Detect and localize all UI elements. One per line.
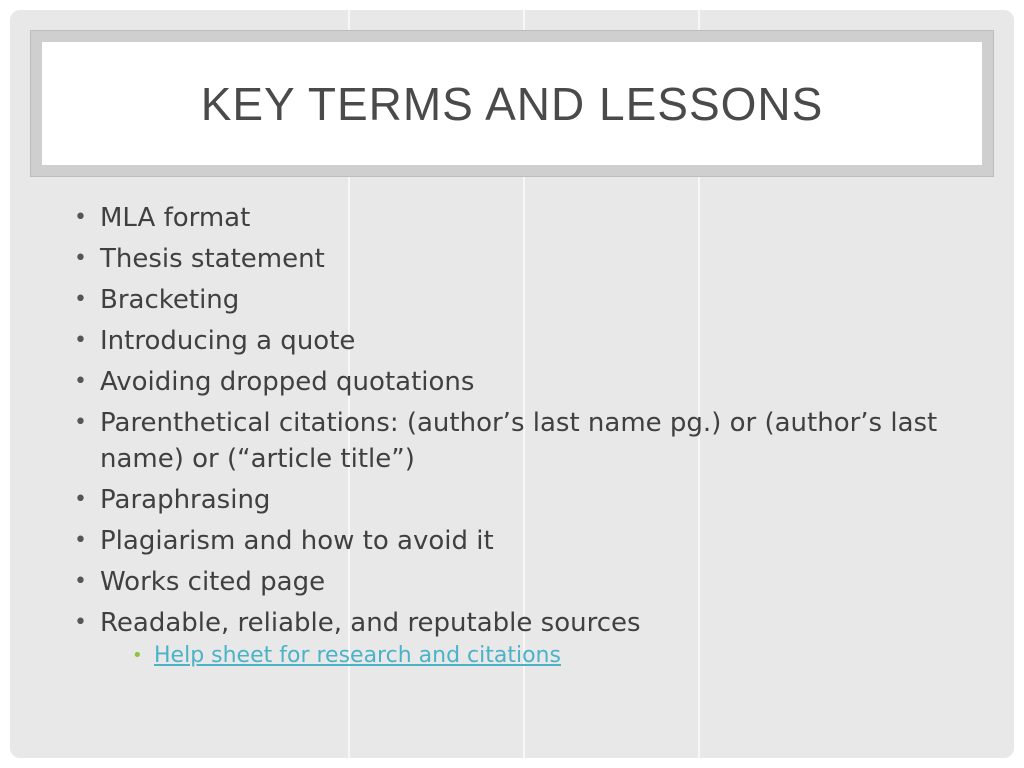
bullet-item [72, 605, 952, 671]
bullet-item [72, 523, 952, 559]
bullet-icon: • [74, 287, 87, 312]
bullet-item [72, 564, 952, 600]
bullet-item [72, 200, 952, 236]
bullet-text: Works cited page [100, 567, 326, 597]
bullet-item [72, 364, 952, 400]
bullet-icon: • [74, 328, 87, 353]
slide [10, 10, 1014, 758]
title-frame [30, 30, 994, 177]
bullet-item [72, 482, 952, 518]
bullet-icon: • [74, 205, 87, 230]
bullet-item [72, 405, 952, 477]
bullet-item [72, 241, 952, 277]
bullet-icon: • [74, 569, 87, 594]
bullet-text: Thesis statement [100, 244, 325, 274]
bullet-text: Introducing a quote [100, 326, 356, 356]
help-sheet-link[interactable]: Help sheet for research and citations [154, 643, 561, 668]
bullet-item [72, 282, 952, 318]
bullet-text: MLA format [100, 203, 251, 233]
slide-title: KEY TERMS AND LESSONS [200, 77, 824, 130]
sub-bullet-list [100, 641, 952, 671]
bullet-icon: • [74, 487, 87, 512]
bullet-icon: • [74, 246, 87, 271]
bullet-icon: • [74, 610, 87, 635]
bullet-icon: • [74, 410, 87, 435]
bullet-text: Bracketing [100, 285, 240, 315]
bullet-list [72, 200, 952, 676]
bullet-text: Readable, reliable, and reputable sources [100, 608, 641, 638]
bullet-text: Avoiding dropped quotations [100, 367, 475, 397]
bullet-icon: • [74, 369, 87, 394]
bullet-text: Paraphrasing [100, 485, 271, 515]
bullet-text: Parenthetical citations: (author’s last name pg.) or (author’s last name) or (“article title”) [100, 408, 938, 474]
sub-bullet-icon: • [132, 645, 143, 666]
bullet-item [72, 323, 952, 359]
title-box [42, 42, 982, 165]
bullet-text: Plagiarism and how to avoid it [100, 526, 494, 556]
bullet-icon: • [74, 528, 87, 553]
sub-bullet-item [132, 641, 952, 671]
